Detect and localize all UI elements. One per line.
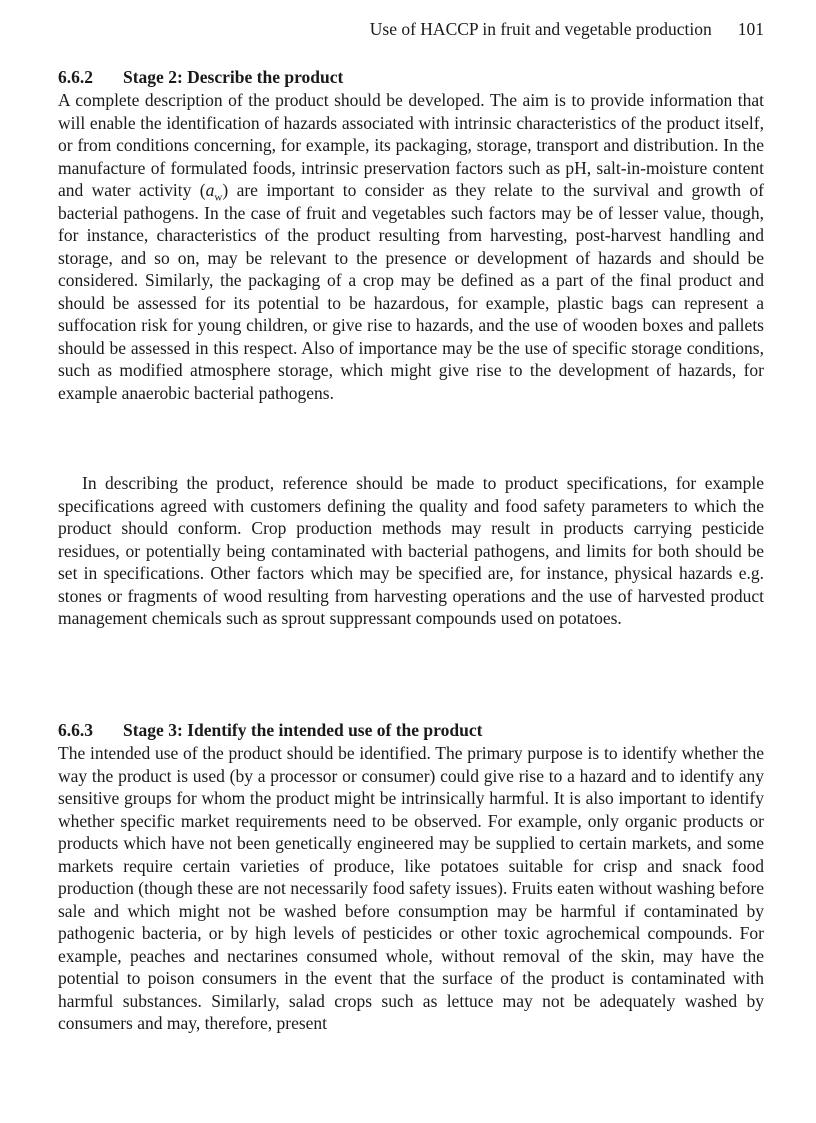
paragraph-intended-use-1: The intended use of the product should be identified. The primary purpose is to identify whether the way the product is used (by a processor or consumer) could give rise to a hazard and to identify any sensitive groups for whom the product might be intrinsically harmful. It is also important to identify whether specific market requirements need to be observed. For example, only organic products or products which have not been genetically engineered may be supplied to certain markets, and some markets require certain varieties of produce, like potatoes suitable for crisp and snack food production (though these are not necessarily food safety issues). Fruits eaten without washing before sale and which might not be washed before consumption may be harmful if contaminated by pathogenic bacteria, or by high levels of pesticides or other toxic agrochemical compounds. For example, peaches and nectarines consumed whole, without removal of the skin, may have the potential to poison consumers in the event that the surface of the product is contaminated with harmful substances. Similarly, salad crops such as lettuce may not be adequately washed by consumers and may, therefore, present bbox=[58, 743, 764, 1033]
section-heading-6-6-3 bbox=[58, 719, 482, 741]
running-title: Use of HACCP in fruit and vegetable production bbox=[369, 19, 712, 39]
section-title: Stage 2: Describe the product bbox=[123, 67, 344, 87]
book-page bbox=[58, 0, 764, 1123]
page-number: 101 bbox=[737, 19, 764, 39]
section-heading-6-6-2 bbox=[58, 66, 343, 88]
paragraph-describe-product-1 bbox=[58, 89, 764, 404]
running-header bbox=[370, 18, 764, 40]
paragraph-text: ) are important to consider as they relate to the survival and growth of bacterial pathogens. In the case of fruit and vegetables such factors may be of lesser value, though, for instance, characteristics of the product resulting from harvesting, post-harvest handling and storage, and so on, may be relevant to the presence or development of hazards and should be considered. Similarly, the packaging of a crop may be defined as a part of the final product and should be assessed for its potential to be hazardous, for example, plastic bags can represent a suffocation risk for young children, or give rise to hazards, and the use of wooden boxes and pallets should be assessed in this respect. Also of importance may be the use of specific storage conditions, such as modified atmosphere storage, which might give rise to the development of hazards, for example anaerobic bacterial pathogens. bbox=[58, 180, 764, 403]
section-number: 6.6.2 bbox=[58, 67, 93, 87]
paragraph-text: A complete description of the product should be developed. The aim is to provide information that will enable the identification of hazards associated with intrinsic characteristics of the product itself, or from conditions concerning, for example, its packaging, storage, transport and distribution. In the manufacture of formulated foods, intrinsic preservation factors such as pH, salt-in-moisture content and water activity ( bbox=[58, 90, 764, 200]
section-title: Stage 3: Identify the intended use of the product bbox=[123, 720, 483, 740]
section-number: 6.6.3 bbox=[58, 720, 93, 740]
paragraph-describe-product-2: In describing the product, reference should be made to product specifications, for example specifications agreed with customers defining the quality and food safety parameters to which the product should conform. Crop production methods may result in products carrying pesticide residues, or potentially being contaminated with bacterial pathogens, and limits for both should be set in specifications. Other factors which may be specified are, for instance, physical hazards e.g. stones or fragments of wood resulting from harvesting operations and the use of harvested product management chemicals such as sprout suppressant compounds used on potatoes. bbox=[58, 473, 764, 628]
water-activity-subscript: w bbox=[214, 191, 223, 204]
water-activity-symbol: a bbox=[205, 180, 215, 200]
